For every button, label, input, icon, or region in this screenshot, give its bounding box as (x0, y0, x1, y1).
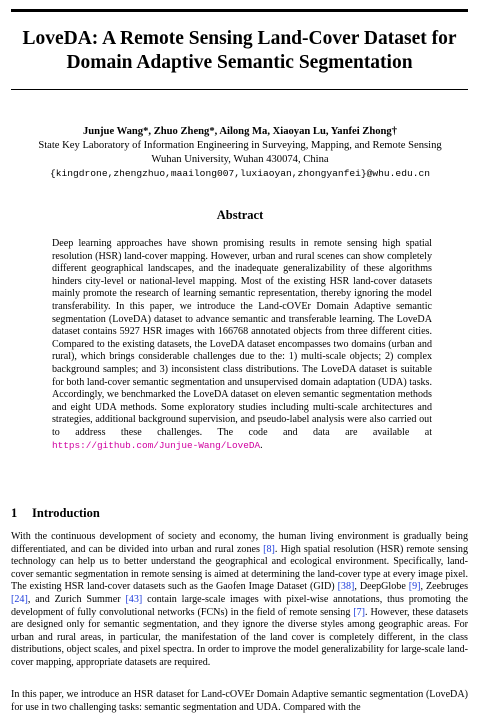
title-bottom-rule (11, 89, 468, 90)
citation-link[interactable]: [9] (408, 581, 421, 593)
author-emails: {kingdrone,zhengzhuo,maailong007,luxiaoyan,zhongyanfei}@whu.edu.cn (50, 168, 430, 179)
text-span: With the continuous development of society and economy, the human living environment is gradually being differentiated, and can be divided into urban and rural zones (11, 531, 468, 555)
intro-paragraph-1 (11, 531, 468, 670)
affiliation-line-1: State Key Laboratory of Information Engineering in Surveying, Mapping, and Remote Sensing (38, 140, 442, 151)
citation-link[interactable]: [8] (263, 543, 275, 555)
title-top-rule (11, 9, 468, 12)
citation-link[interactable]: [38] (337, 581, 355, 593)
abstract-text: Deep learning approaches have shown promising results in remote sensing high spatial resolution (HSR) land-cover mapping. However, urban and rural scenes can show completely different geographical landscapes, and the inadequate generalizability of these algorithms hinders city-level or national-level mapping. Most of the existing HSR land-cover datasets mainly promote the research of learning semantic representation, thereby ignoring the model transferability. In this paper, we introduce the Land-cOVEr Domain Adaptive semantic segmentation (LoveDA) dataset to advance semantic and transferable learning. The LoveDA dataset contains 5927 HSR images with 166768 annotated objects from three different cities. Compared to the existing datasets, the LoveDA dataset encompasses two domains (urban and rural), which brings considerable challenges due to the: 1) multi-scale objects; 2) complex background samples; and 3) inconsistent class distributions. The LoveDA dataset is suitable for both land-cover semantic segmentation and unsupervised domain adaptation (UDA) tasks. Accordingly, we benchmarked the LoveDA dataset on eleven semantic segmentation methods and eight UDA methods. Some exploratory studies including multi-scale architectures and strategies, additional background supervision, and pseudo-label analysis were also carried out to address these challenges. The code and data are available at (52, 238, 432, 438)
text-span: contain large-scale images with pixel-wise annotations, thus promoting the development of fully convolutional networks (FCNs) in the field of remote sensing (11, 593, 468, 618)
title-line-1: LoveDA: A Remote Sensing Land-Cover Dataset for (22, 28, 457, 49)
section-heading-introduction (11, 506, 100, 521)
paper-title (11, 27, 468, 75)
intro-paragraph-2: In this paper, we introduce an HSR dataset for Land-cOVEr Domain Adaptive semantic segmentation (LoveDA) for use in two challenging tasks: semantic segmentation and UDA. Compared with the (11, 689, 468, 713)
section-title: Introduction (32, 506, 100, 520)
abstract-heading: Abstract (216, 208, 264, 222)
abstract-body: Deep learning approaches have shown promising results in remote sensing high spatial resolution (HSR) land-cover mapping. However, urban and rural scenes can show completely different geographical landscapes, and the inadequate generalizability of these algorithms hinders city-level or national-level mapping. Most of the existing HSR land-cover datasets mainly promote the research of learning semantic representation, thereby ignoring the model transferability. In this paper, we introduce the Land-cOVEr Domain Adaptive semantic segmentation (LoveDA) dataset to advance semantic and transferable learning. The LoveDA dataset contains 5927 HSR images with 166768 annotated objects from three different cities. Compared to the existing datasets, the LoveDA dataset encompasses two domains (urban and rural), which brings considerable challenges due to the: 1) multi-scale objects; 2) complex background samples; and 3) inconsistent class distributions. The LoveDA dataset is suitable for both land-cover semantic segmentation and unsupervised domain adaptation (UDA) tasks. Accordingly, we benchmarked the LoveDA dataset on eleven semantic segmentation methods and eight UDA methods. Some exploratory studies including multi-scale architectures and strategies, additional background supervision, and pseudo-label analysis were also carried out to address these challenges. The code and data are available at https://github.com/Junjue-Wang/LoveDA. (52, 238, 432, 451)
author-block (0, 125, 480, 181)
section-number: 1 (11, 506, 18, 520)
text-span: , and Zurich Summer (27, 593, 126, 605)
affiliation-line-2: Wuhan University, Wuhan 430074, China (151, 154, 329, 165)
text-span: . However, these datasets are designed only for semantic segmentation, and they ignore the diverse styles among geographic areas. For urban and rural areas, in particular, the manifestation of the land cover is completely different, in the class distributions, object scales, and pixel spectra. In order to improve the model generalizability for large-scale land-cover mapping, appropriate datasets are required. (11, 606, 468, 668)
code-link[interactable]: https://github.com/Junjue-Wang/LoveDA (52, 439, 261, 451)
citation-link[interactable]: [43] (125, 593, 143, 605)
citation-link[interactable]: [7] (353, 606, 366, 618)
author-names: Junjue Wang*, Zhuo Zheng*, Ailong Ma, Xiaoyan Lu, Yanfei Zhong† (82, 126, 398, 137)
citation-link[interactable]: [24] (11, 593, 28, 605)
title-line-2: Domain Adaptive Semantic Segmentation (66, 52, 413, 73)
text-span: , Zeebruges (420, 581, 468, 593)
text-span: . High spatial resolution (HSR) remote sensing technology can help us to better understand the geographical and ecological environment. Specifically, land-cover semantic segmentation in remote sensing is aimed at determining the land-cover type at every image pixel. The existing HSR land-cover datasets such as the Gaofen Image Dataset (GID) (11, 543, 468, 593)
text-span: , DeepGlobe (354, 581, 409, 593)
